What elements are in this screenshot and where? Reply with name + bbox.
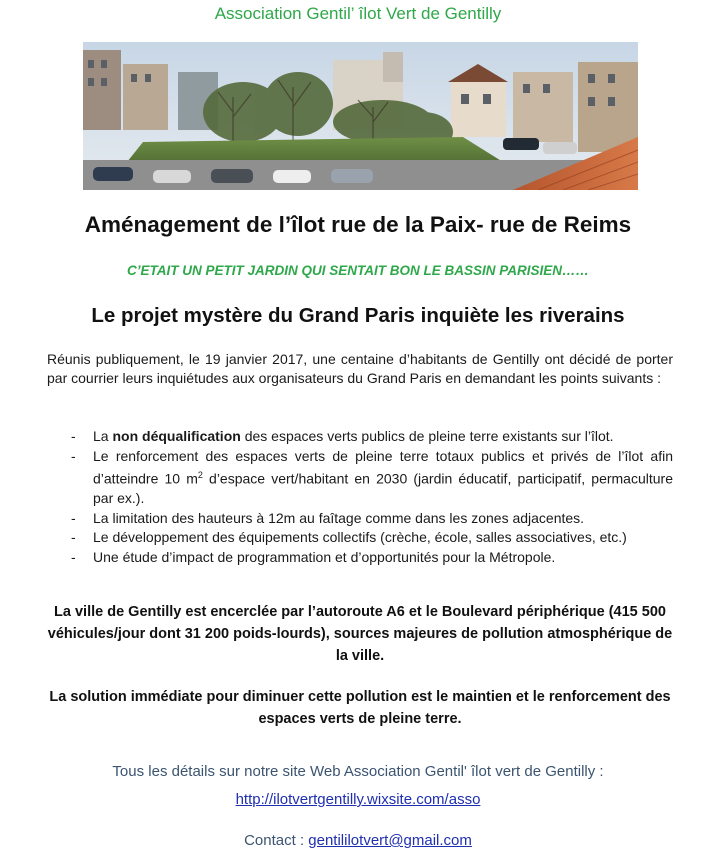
bullet-text: La xyxy=(93,428,113,444)
bullet-dash: - xyxy=(71,509,76,526)
email-link[interactable]: gentililotvert@gmail.com xyxy=(308,832,472,849)
pollution-paragraph: La ville de Gentilly est encerclée par l’autoroute A6 et le Boulevard périphérique (415 500 véhicules/jour dont 31 200 poids-lourds), sources majeures de pollution atmosphérique de la ville. xyxy=(47,604,673,664)
list-item xyxy=(47,447,673,509)
subtitle: C’ETAIT UN PETIT JARDIN QUI SENTAIT BON LE BASSIN PARISIEN…… xyxy=(126,263,590,278)
website-link[interactable]: http://ilotvertgentilly.wixsite.com/asso xyxy=(235,791,481,808)
list-item xyxy=(47,509,673,529)
footer-link-row xyxy=(0,791,716,808)
demands-list xyxy=(47,427,673,567)
solution-paragraph: La solution immédiate pour diminuer cette pollution est le maintien et le renforcement des espaces verts de pleine terre. xyxy=(49,689,671,727)
bullet-text: La limitation des hauteurs à 12m au faîtage comme dans les zones adjacentes. xyxy=(93,509,585,526)
org-name: Association Gentil’ îlot Vert de Gentilly xyxy=(214,4,502,23)
list-item xyxy=(47,528,673,548)
bullet-dash: - xyxy=(71,548,76,565)
contact-row xyxy=(0,832,716,849)
list-item xyxy=(47,548,673,568)
section-heading: Le projet mystère du Grand Paris inquiète les riverains xyxy=(91,304,625,327)
garden-photo xyxy=(83,42,638,190)
bullet-bold-text: non déqualification xyxy=(112,428,241,444)
bullet-text: Le renforcement des espaces verts de pleine terre totaux publics et privés de l’îlot afin d’atteindre 10 m xyxy=(93,447,673,487)
bullet-text: Une étude d’impact de programmation et d’opportunités pour la Métropole. xyxy=(93,548,556,565)
intro-paragraph: Réunis publiquement, le 19 janvier 2017, une centaine d’habitants de Gentilly ont décidé de porter par courrier leurs inquiétudes aux organisateurs du Grand Paris en demandant les points suivants : xyxy=(47,351,673,386)
bullet-text: Le développement des équipements collectifs (crèche, école, salles associatives, etc.) xyxy=(93,529,627,546)
bullet-text: d’espace vert/habitant en 2030 (jardin éducatif, participatif, permaculture par ex.). xyxy=(93,470,673,507)
bullet-text: des espaces verts publics de pleine terre existants sur l’îlot. xyxy=(240,428,614,444)
page-title: Aménagement de l’îlot rue de la Paix- rue de Reims xyxy=(84,212,632,237)
superscript: 2 xyxy=(197,470,203,480)
bullet-dash: - xyxy=(71,428,76,444)
contact-label: Contact : xyxy=(244,832,309,849)
list-item xyxy=(47,427,673,447)
bullet-dash: - xyxy=(71,529,76,546)
bullet-dash: - xyxy=(71,447,76,464)
footer-details: Tous les détails sur notre site Web Association Gentil' îlot vert de Gentilly : xyxy=(112,763,604,780)
